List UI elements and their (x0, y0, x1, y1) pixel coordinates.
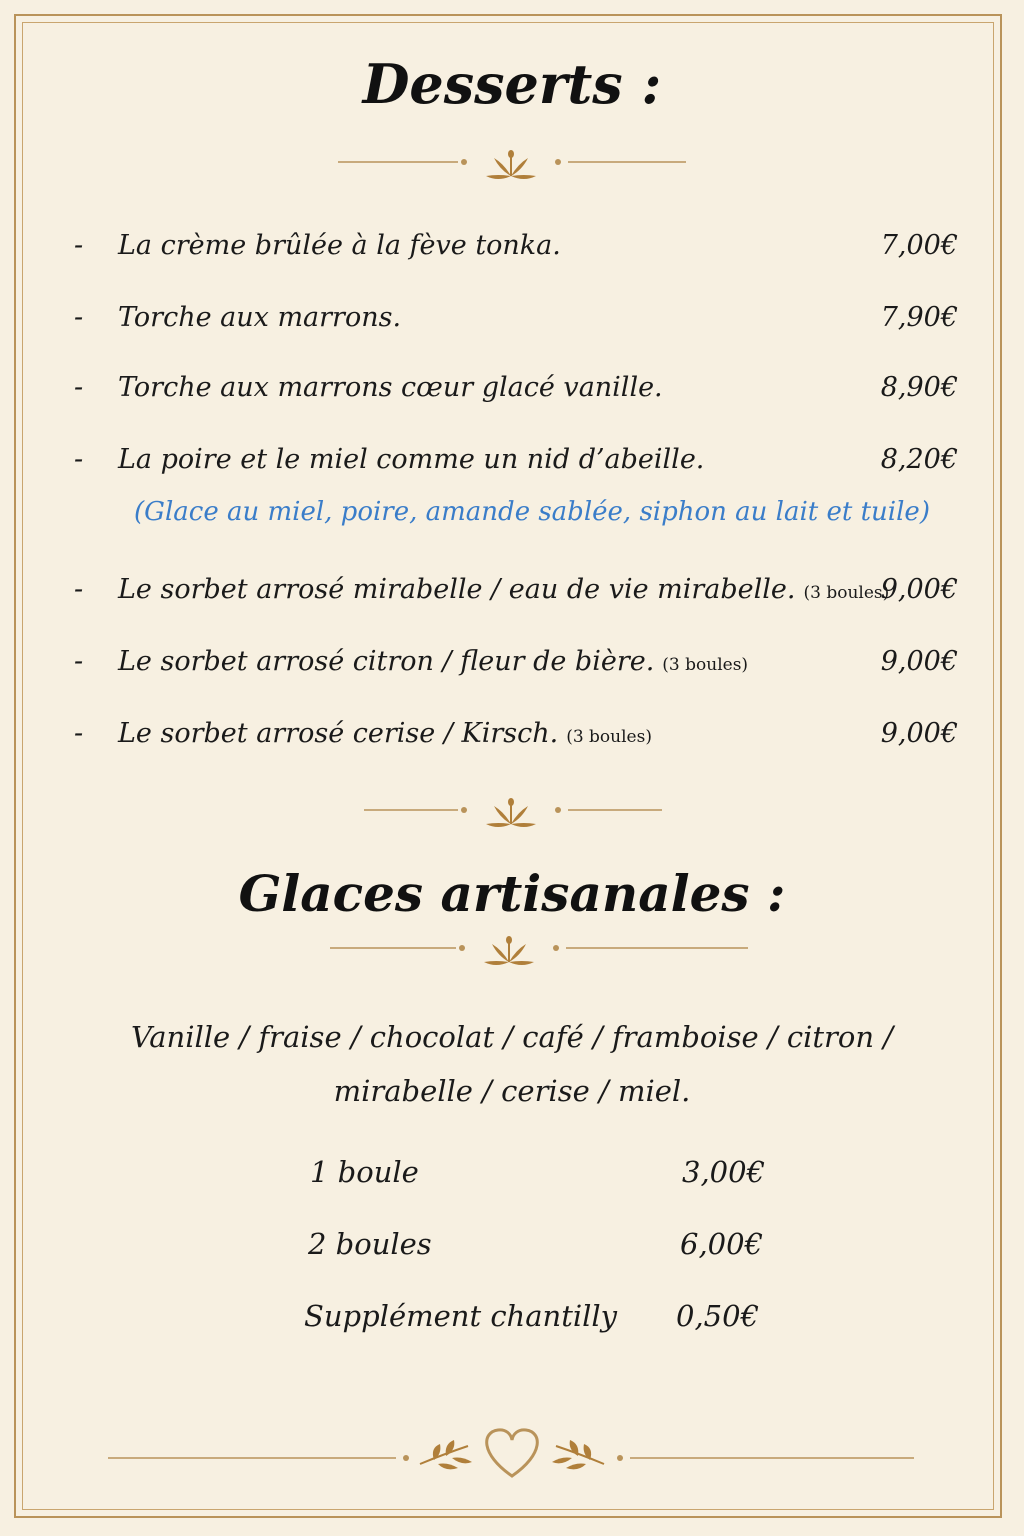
scoop-label: 1 boule (310, 1155, 419, 1189)
item-price: 9,00€ (880, 574, 958, 605)
dessert-item (74, 440, 958, 480)
item-dash: - (74, 372, 84, 403)
item-price: 9,00€ (880, 718, 958, 749)
ice-cream-flavors (100, 1010, 924, 1118)
item-note: (3 boules) (662, 655, 749, 675)
glaces-title: Glaces artisanales : (238, 864, 786, 923)
item-note: (3 boules) (803, 583, 890, 603)
item-price: 8,90€ (880, 372, 958, 403)
item-dash: - (74, 302, 84, 333)
item-name: Le sorbet arrosé citron / fleur de bière. (3 boules) (118, 646, 749, 677)
item-dash: - (74, 230, 84, 261)
scoop-price: 3,00€ (682, 1155, 766, 1189)
item-name: Torche aux marrons cœur glacé vanille. (118, 372, 663, 403)
flavors-line: mirabelle / cerise / miel. (333, 1074, 691, 1108)
item-price: 7,90€ (880, 302, 958, 333)
item-price: 9,00€ (880, 646, 958, 677)
scoop-price: 0,50€ (676, 1299, 760, 1333)
dessert-description: (Glace au miel, poire, amande sablée, siphon au lait et tuile) (134, 497, 930, 527)
item-note: (3 boules) (566, 727, 652, 747)
item-price: 7,00€ (880, 230, 958, 261)
item-name: Torche aux marrons. (118, 302, 402, 333)
dessert-item (74, 298, 958, 338)
item-dash: - (74, 444, 84, 475)
dessert-item (74, 368, 958, 408)
item-dash: - (74, 646, 84, 677)
dessert-item (74, 642, 958, 682)
item-name: La poire et le miel comme un nid d’abeille. (118, 444, 705, 475)
dessert-item (74, 714, 958, 754)
dessert-item (74, 226, 958, 266)
scoop-price: 6,00€ (680, 1227, 764, 1261)
leaf-ornament-icon (330, 934, 750, 974)
item-name: Le sorbet arrosé mirabelle / eau de vie mirabelle. (3 boules) (118, 574, 890, 605)
item-name: La crème brûlée à la fève tonka. (118, 230, 561, 261)
item-dash: - (74, 574, 84, 605)
dessert-item (74, 570, 958, 610)
item-price: 8,20€ (880, 444, 958, 475)
flavors-line: Vanille / fraise / chocolat / café / framboise / citron / (130, 1020, 894, 1054)
desserts-title: Desserts : (362, 52, 662, 116)
leaf-ornament-icon (338, 148, 688, 188)
scoop-label: Supplément chantilly (304, 1299, 618, 1333)
leaf-ornament-icon (364, 796, 664, 836)
heart-icon (108, 1424, 916, 1484)
scoop-label: 2 boules (308, 1227, 432, 1261)
item-name: Le sorbet arrosé cerise / Kirsch. (3 boules) (118, 718, 652, 749)
item-dash: - (74, 718, 84, 749)
